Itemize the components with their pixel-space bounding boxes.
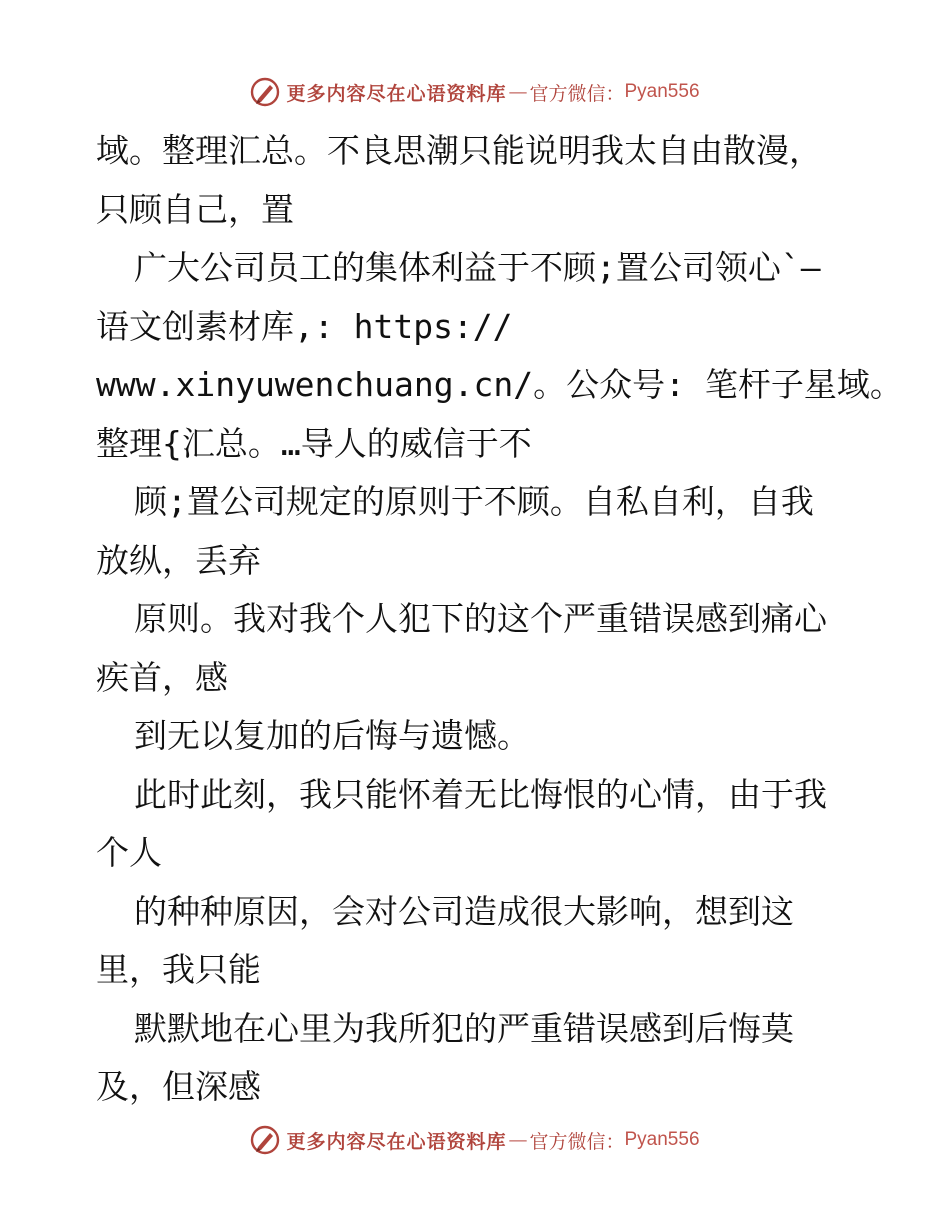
text-line: 里，我只能 [96,950,261,989]
footer-brand-text: 更多内容尽在心语资料库 [286,1130,507,1153]
text-line: 此时此刻，我只能怀着无比悔恨的心情，由于我 [134,774,827,814]
text-line: 放纵，丢弃 [96,540,261,580]
text-line: 的种种原因，会对公司造成很大影响，想到这 [134,891,794,931]
header-separator: — [508,81,528,103]
text-line: 域。整理汇总。不良思潮只能说明我太自由散漫， [96,131,822,170]
text-line: 到无以复加的后悔与遗憾。 [134,716,530,755]
text-line: 广大公司员工的集体利益于不顾;置公司领心`— [134,248,821,287]
text-line: 整理{汇总。…导人的威信于不 [96,423,532,463]
footer-watermark-banner [0,1120,950,1160]
text-line: 默默地在心里为我所犯的严重错误感到后悔莫 [134,1008,794,1048]
text-line: 顾;置公司规定的原则于不顾。自私自利，自我 [134,482,814,521]
text-line: 只顾自己，置 [96,189,294,229]
text-line: 及，但深感 [96,1067,261,1106]
document-body [96,122,903,1117]
pen-logo-icon [250,1125,280,1155]
header-contact-handle: Pyan556 [624,81,700,102]
footer-contact-label: 官方微信： [529,1130,625,1153]
text-line: 个人 [96,833,162,872]
text-line: 原则。我对我个人犯下的这个严重错误感到痛心 [134,599,827,638]
header-watermark-banner [0,72,950,112]
text-line: 语文创素材库,: https:// [96,306,513,346]
footer-separator: — [508,1129,528,1151]
pen-logo-icon [250,77,280,107]
text-line: www.xinyuwenchuang.cn/。公众号: 笔杆子星域。 [96,365,903,404]
text-line: 疾首，感 [96,657,228,697]
footer-contact-handle: Pyan556 [624,1129,700,1150]
header-brand-text: 更多内容尽在心语资料库 [286,82,507,105]
header-contact-label: 官方微信： [529,82,625,105]
